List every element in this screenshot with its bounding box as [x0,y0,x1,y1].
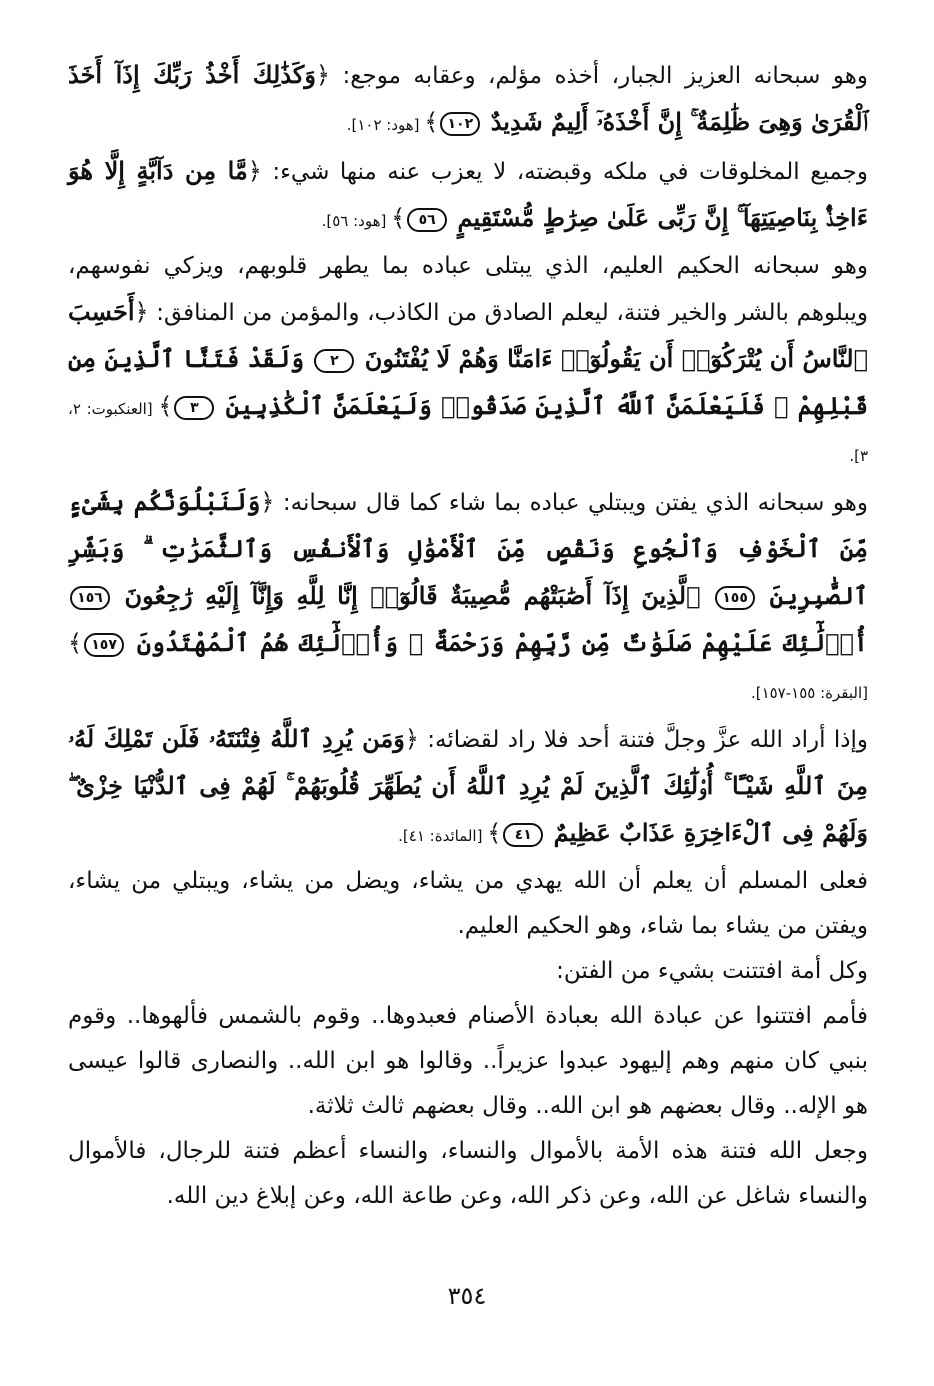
paragraph-text: وجعل الله فتنة هذه الأمة بالأموال والنساء، والنساء أعظم فتنة للرجال، فالأموال والنساء شاغل عن الله، وعن ذكر الله، وعن طاعة الله، وعن إبلاغ دين الله. [68,1138,868,1209]
quran-text: أَحَسِبَ ٱلنَّاسُ أَن يُتْرَكُوٓا۟ أَن يَقُولُوٓا۟ ءَامَنَّا وَهُمْ لَا يُفْتَنُونَ [68,297,869,373]
page-number: ٣٥٤ [447,1282,487,1310]
verse-reference: [البقرة: ١٥٥-١٥٧]. [750,684,868,702]
paragraph-1 [68,52,868,148]
quran-text: ٱلَّذِينَ إِذَآ أَصَٰبَتْهُم مُّصِيبَةٌ قَالُوٓا۟ إِنَّا لِلَّهِ وَإِنَّآ إِلَيْهِ رَٰجِعُونَ [124,581,701,610]
quran-text: وَمَن يُرِدِ ٱللَّهُ فِتْنَتَهُۥ فَلَن تَمْلِكَ لَهُۥ مِنَ ٱللَّهِ شَيْـًٔا ۚ أُو۟لَٰٓئِكَ ٱلَّذِينَ لَمْ يُرِدِ ٱللَّهُ أَن يُطَهِّرَ قُلُوبَهُمْ ۚ لَهُمْ فِى ٱلدُّنْيَا خِزْىٌ ۖ وَلَهُمْ فِى ٱلْءَاخِرَةِ عَذَابٌ عَظِيمٌ [68,724,868,847]
ayah-number-marker: ١٥٧ [84,633,124,657]
quran-text: وَلَنَبْلُوَنَّكُم بِشَىْءٍ مِّنَ ٱلْخَوْفِ وَٱلْجُوعِ وَنَقْصٍ مِّنَ ٱلْأَمْوَٰلِ وَٱلْأَنفُسِ وَٱلثَّمَرَٰتِ ۗ وَبَشِّرِ ٱلصَّٰبِرِينَ [68,487,869,610]
quran-text: وَكَذَٰلِكَ أَخْذُ رَبِّكَ إِذَآ أَخَذَ ٱلْقُرَىٰ وَهِىَ ظَٰلِمَةٌ ۚ إِنَّ أَخْذَهُۥٓ أَلِيمٌ شَدِيدٌ [68,60,868,136]
ayah-number-marker: ١٥٥ [715,586,755,610]
verse-reference: [هود: ١٠٢]. [346,116,425,134]
ayah-number-marker: ٤١ [503,823,543,847]
paragraph-text: وهو سبحانه الذي يفتن ويبتلي عباده بما شاء كما قال سبحانه: [274,490,869,516]
ornate-bracket-close: ﴾ [424,108,439,136]
paragraph-3 [68,244,868,479]
paragraph-text: وإذا أراد الله عزَّ وجلَّ فتنة أحد فلا راد لقضائه: [418,727,868,753]
quran-text: مَّا مِن دَآبَّةٍ إِلَّا هُوَ ءَاخِذٌۢ بِنَاصِيَتِهَآ ۚ إِنَّ رَبِّى عَلَىٰ صِرَٰطٍ مُّسْتَقِيمٍ [68,156,868,232]
verse-reference: [العنكبوت: ٢، ٣]. [68,400,868,465]
ornate-bracket-open: ﴿ [134,298,149,326]
ornate-bracket-close: ﴾ [391,204,406,232]
paragraph-text: وكل أمة افتتنت بشيء من الفتن: [556,958,868,984]
paragraph-text: وهو سبحانه العزيز الجبار، أخذه مؤلم، وعقابه موجع: [330,63,868,89]
verse-reference: [هود: ٥٦]. [321,212,392,230]
paragraph-9 [68,1129,868,1219]
paragraph-7 [68,949,868,994]
quran-text: أُو۟لَٰٓئِكَ عَلَيْهِمْ صَلَوَٰتٌ مِّن رَّبِّهِمْ وَرَحْمَةٌ ۖ وَأُو۟لَٰٓئِكَ هُمُ ٱلْمُهْتَدُونَ [136,628,868,657]
ayah-number-marker: ١٥٦ [70,586,110,610]
paragraph-2 [68,148,868,244]
verse-reference: [المائدة: ٤١]. [398,827,488,845]
ayah-number-marker: ٥٦ [407,208,447,232]
paragraph-6 [68,859,868,949]
ayah-number-marker: ١٠٢ [440,112,480,136]
ornate-bracket-open: ﴿ [260,488,275,516]
ornate-bracket-close: ﴾ [487,819,502,847]
page-body [68,52,868,1312]
ornate-bracket-close: ﴾ [158,392,173,420]
paragraph-text: فعلى المسلم أن يعلم أن الله يهدي من يشاء، ويضل من يشاء، ويبتلي من يشاء، ويفتن من يشاء بما شاء، وهو الحكيم العليم. [68,868,868,939]
ornate-bracket-open: ﴿ [404,725,419,753]
paragraph-text: وجميع المخلوقات في ملكه وقبضته، لا يعزب عنه منها شيء: [261,159,869,185]
paragraph-5 [68,716,868,859]
ornate-bracket-open: ﴿ [247,157,262,185]
ornate-bracket-close: ﴾ [68,629,83,657]
ayah-number-marker: ٣ [174,396,214,420]
paragraph-text: وهو سبحانه الحكيم العليم، الذي يبتلى عباده بما يطهر قلوبهم، ويزكي نفوسهم، ويبلوهم بالشر والخير فتنة، ليعلم الصادق من الكاذب، والمؤمن من المنافق: [68,253,868,326]
ornate-bracket-open: ﴿ [315,61,331,89]
paragraph-8 [68,994,868,1129]
paragraph-text: فأمم افتتنوا عن عبادة الله بعبادة الأصنام فعبدوها.. وقوم بالشمس فألهوها.. وقوم بنبي كان منهم وهم إليهود عبدوا عزيراً.. وقالوا هو ابن الله.. والنصارى قالوا عيسى هو الإله.. وقال بعضهم هو ابن الله.. وقال بعضهم ثالث ثلاثة. [68,1003,868,1119]
paragraph-4 [68,479,868,716]
ayah-number-marker: ٢ [314,349,354,373]
quran-text: وَلَقَدْ فَتَنَّا ٱلَّذِينَ مِن قَبْلِهِمْ ۖ فَلَيَعْلَمَنَّ ٱللَّهُ ٱلَّذِينَ صَدَقُوا۟ وَلَيَعْلَمَنَّ ٱلْكَٰذِبِينَ [68,344,869,420]
